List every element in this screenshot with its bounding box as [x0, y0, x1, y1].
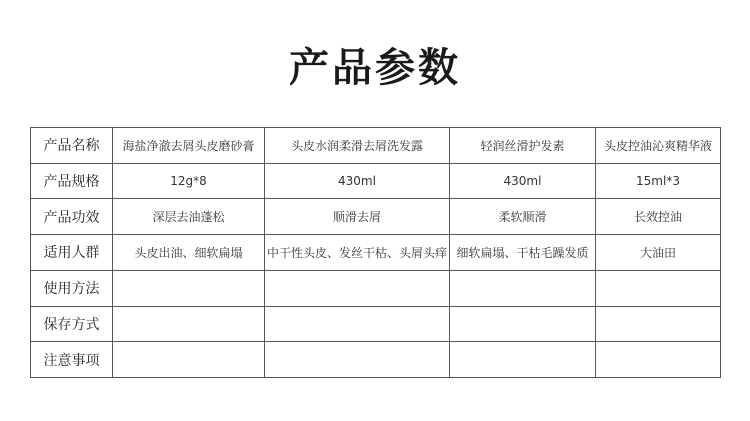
- table-row-usage: [31, 270, 721, 306]
- table-cell: [596, 270, 721, 306]
- table-cell: [265, 342, 450, 378]
- table-cell: 细软扁塌、干枯毛躁发质: [450, 235, 596, 271]
- table-cell: 顺滑去屑: [265, 199, 450, 235]
- table-row-notes: [31, 342, 721, 378]
- table-cell: 长效控油: [596, 199, 721, 235]
- table-cell: 轻润丝滑护发素: [450, 128, 596, 164]
- table-row-product-spec: [31, 163, 721, 199]
- table-cell: [113, 306, 265, 342]
- row-label: 保存方式: [31, 306, 113, 342]
- table-cell: 柔软顺滑: [450, 199, 596, 235]
- table-cell: 中干性头皮、发丝干枯、头屑头痒: [265, 235, 450, 271]
- table-cell: 深层去油蓬松: [113, 199, 265, 235]
- table-cell: [265, 306, 450, 342]
- table-row-product-effect: [31, 199, 721, 235]
- table-cell: [596, 306, 721, 342]
- row-label: 产品名称: [31, 128, 113, 164]
- page-title: 产品参数: [289, 45, 461, 91]
- row-label: 产品功效: [31, 199, 113, 235]
- table-cell: 430ml: [450, 163, 596, 199]
- row-label: 注意事项: [31, 342, 113, 378]
- table-row-storage: [31, 306, 721, 342]
- table-cell: 15ml*3: [596, 163, 721, 199]
- row-label: 适用人群: [31, 235, 113, 271]
- table-cell: [113, 270, 265, 306]
- table-cell: [596, 342, 721, 378]
- table-cell: 12g*8: [113, 163, 265, 199]
- table-cell: 头皮水润柔滑去屑洗发露: [265, 128, 450, 164]
- table-cell: [450, 306, 596, 342]
- table-cell: 头皮控油沁爽精华液: [596, 128, 721, 164]
- row-label: 产品规格: [31, 163, 113, 199]
- table-row-target-users: [31, 235, 721, 271]
- table-cell: [113, 342, 265, 378]
- table-cell: [450, 342, 596, 378]
- table-cell: 海盐净澈去屑头皮磨砂膏: [113, 128, 265, 164]
- table-cell: [265, 270, 450, 306]
- table-cell: 430ml: [265, 163, 450, 199]
- table-cell: [450, 270, 596, 306]
- product-params-table: [30, 127, 721, 378]
- row-label: 使用方法: [31, 270, 113, 306]
- table-cell: 大油田: [596, 235, 721, 271]
- table-row-product-name: [31, 128, 721, 164]
- table-cell: 头皮出油、细软扁塌: [113, 235, 265, 271]
